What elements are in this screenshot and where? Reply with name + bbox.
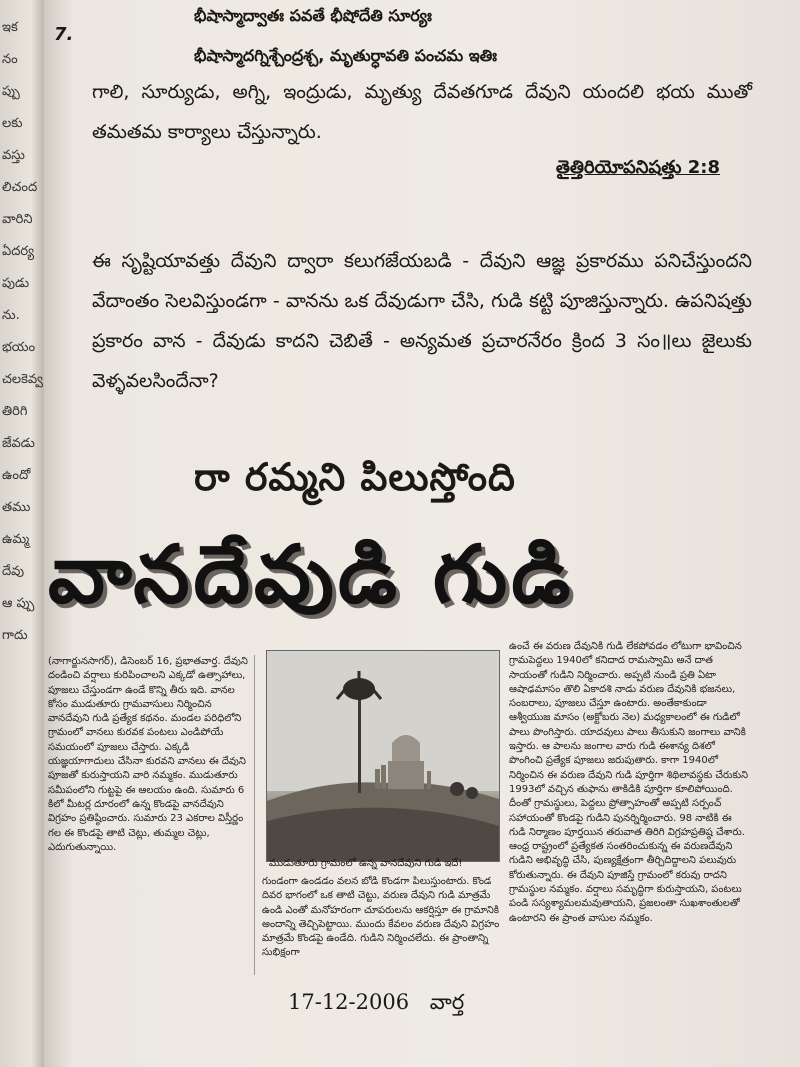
page-number: 7. — [54, 24, 74, 45]
left-page-fragment: ను. — [2, 308, 20, 323]
left-page-fragment: తము — [2, 500, 31, 515]
clipping-column-1: (నాగార్జునసాగర్), డిసెంబర్ 16, ప్రభాతవార్త. దేవుని దండించి వర్షాలు కురిపించాలని ఎక్కడో ఉత్సాహాలు, పూజలు చేస్తుండగా ఉండే కొన్ని తీరు ఇది. వానల కోసం ముడుతూరు గ్రామవాసులు నిర్మించిన వానదేవుని గుడి ప్రత్యేక కథనం. మండల పరిధిలోని గ్రామంలో వానలు కురవక పంటలు ఎండిపోయే సమయంలో పూజలు చేస్తారు. ఎక్కడి యజ్ఞయాగాదులు చేసినా కురవని వానలు ఈ దేవుని పూజతో కురుస్తాయని వారి నమ్మకం. ముడుతూరు సమీపంలోని గుట్టపై ఈ ఆలయం ఉంది. సుమారు 6 కిలో మీటర్ల దూరంలో ఉన్న కొండపై వానదేవుని విగ్రహం ప్రతిష్ఠించారు. సుమారు 23 ఎకరాల విస్తీర్ణం గల ఈ కొండపై తాటి చెట్లు, తుమ్మల చెట్లు, ఎదుగుతున్నాయి. — [48, 656, 248, 853]
left-page-fragment: ఆ ప్పు — [2, 596, 35, 611]
left-page-fragment: లిచంద — [2, 180, 38, 195]
clipping-column-2: గుండంగా ఉండడం వలన బోడి కొండగా పిలుస్తుంటారు. కొండ దివర భాగంలో ఒక తాటి చెట్టు, వరుణ దేవుని గుడి మాత్రమే ఉండి ఎంతో మనోహరంగా చూపరులను ఆకర్షిస్తూ ఈ గ్రామానికి అందాన్ని తెచ్చిపెట్టాయి. ముందు కేవలం వరుణ దేవుని విగ్రహం మాత్రమే కొండపై ఉండేది. గుడిని నిర్మించలేదు. ఈ ప్రాంతాన్ని సుభిక్షంగా — [262, 876, 500, 959]
left-page-fragment: చలకెవ్వ — [2, 372, 43, 387]
left-page-fragment: వారిని — [2, 212, 33, 227]
temple-photo-illustration — [267, 651, 499, 861]
scripture-reference: తైత్తిరియోపనిషత్తు 2:8 — [555, 157, 720, 178]
footer-date: 17-12-2006 — [288, 990, 410, 1014]
book-page — [44, 0, 800, 1067]
verse-line-2: భీషాస్మాదగ్నిశ్చేంద్రశ్చ, మృతుర్ధావతి పంచమ ఇతిః — [194, 46, 498, 65]
left-page-fragment: దేవు — [2, 564, 25, 579]
left-page-fragment: లకు — [2, 116, 23, 131]
clipping-column-3: ఉంచే ఈ వరుణ దేవునికి గుడి లేకపోవడం లోటుగా భావించిన గ్రామపెద్దలు 1940లో కనిదాద రామస్వామి అనే దాత సాయంతో గుడిని నిర్మించారు. అప్పటి నుండి ప్రతి ఏటా ఆషాఢమాసం తొలి ఏకాదశి నాడు వరుణ దేవునికి భజనలు, సంబరాలు, పూజలు చేస్తూ ఉంటారు. అంతేకాకుండా ఆశ్వీయుజ మాసం (అక్టోబరు నెల) మధ్యకాలంలో ఈ గుడిలో పాలు పొంగిస్తారు. యాదవులు పాలు తీసుకుని జంగాలు వానికి ఇస్తారు. ఆ పాలను జంగాల వారు గుడి ఈశాన్య దిశలో పొంగించి ప్రత్యేక పూజలు జరుపుతారు. కాగా 1940లో నిర్మించిన ఈ వరుణ దేవుని గుడి పూర్తిగా శిథిలావస్థకు చేరుకుని 1993లో వచ్చిన తుఫాను తాకిడికి పూర్తిగా కూలిపోయింది. దీంతో గ్రామస్థులు, పెద్దలు ప్రోత్సాహంతో అప్పటి సర్పంచ్ సహాయంతో కొండపై గుడిని పునర్నిర్మించారు. 98 నాటికి ఈ గుడి నిర్మాణం పూర్తయిన తరువాత తిరిగి విగ్రహప్రతిష్ఠ చేశారు. ఆంధ్ర రాష్ట్రంలో ప్రత్యేకత సంతరించుకున్న ఈ వరుణదేవుని గుడిని అభివృద్ధి చేసి, పుణ్యక్షేత్రంగా తీర్చిదిద్దాలని పలువురు కోరుతున్నారు. ఈ దేవుని పూజిస్తే గ్రామంలో కరువు రాదని గ్రామస్థుల నమ్మకం. వర్షాలు సమృద్ధిగా కురుస్తాయని, పంటలు పండి సస్యశ్యామలమవుతాయని, ప్రజలంతా సుఖశాంతులతో ఉంటారని ఈ ప్రాంత వాసుల నమ్మకం. — [509, 641, 749, 924]
left-page-fragment: పుడు — [2, 276, 30, 291]
left-page-fragment: ఏదర్య — [2, 244, 35, 259]
left-page-fragment: ఉమ్మ — [2, 532, 30, 547]
left-page-fragment: భయం — [2, 340, 36, 355]
clipping-subheadline: రా రమ్మని పిలుస్తోంది — [194, 455, 516, 499]
photo-caption: ముడుతూరు గ్రామంలో ఉన్న వానదేవుని గుడి ఇదే! — [269, 858, 463, 869]
temple-photo — [266, 650, 500, 862]
left-page-edge — [0, 0, 44, 1067]
verse-meaning: గాలి, సూర్యుడు, అగ్ని, ఇంద్రుడు, మృత్యు దేవతగూడ దేవుని యందలి భయ ముతో తమతమ కార్యాలు చేస్తున్నారు. — [92, 81, 752, 143]
footer-source — [288, 990, 464, 1020]
left-page-fragment: ఇక — [2, 20, 18, 35]
left-page-fragment: గాదు — [2, 628, 28, 643]
left-page-fragment: ఉందో — [2, 468, 31, 483]
left-page-fragment: వస్తు — [2, 148, 25, 163]
left-page-fragment: తిరిగి — [2, 404, 28, 419]
clipping-headline: వానదేవుడి గుడి — [48, 528, 575, 621]
left-page-fragment: ప్పు — [2, 84, 20, 99]
left-page-fragment: నం — [2, 52, 18, 67]
verse-line-1: భీషాస్మాద్వాతః పవతే భీషోదేతి సూర్యః — [194, 6, 432, 25]
footer-newspaper: వార్త — [429, 990, 465, 1014]
column-divider — [254, 655, 255, 975]
body-paragraph: ఈ సృష్టియావత్తు దేవుని ద్వారా కలుగజేయబడి - దేవుని ఆజ్ఞ ప్రకారము పనిచేస్తుందని వేదాంతం సెలవిస్తుండగా - వానను ఒక దేవుడుగా చేసి, గుడి కట్టి పూజిస్తున్నారు. ఉపనిషత్తు ప్రకారం వాన - దేవుడు కాదని చెబితే - అన్యమత ప్రచారనేరం క్రింద 3 సం॥లు జైలుకు వెళ్ళవలసిందేనా? — [92, 250, 752, 392]
left-page-fragment: జేవడు — [2, 436, 35, 451]
